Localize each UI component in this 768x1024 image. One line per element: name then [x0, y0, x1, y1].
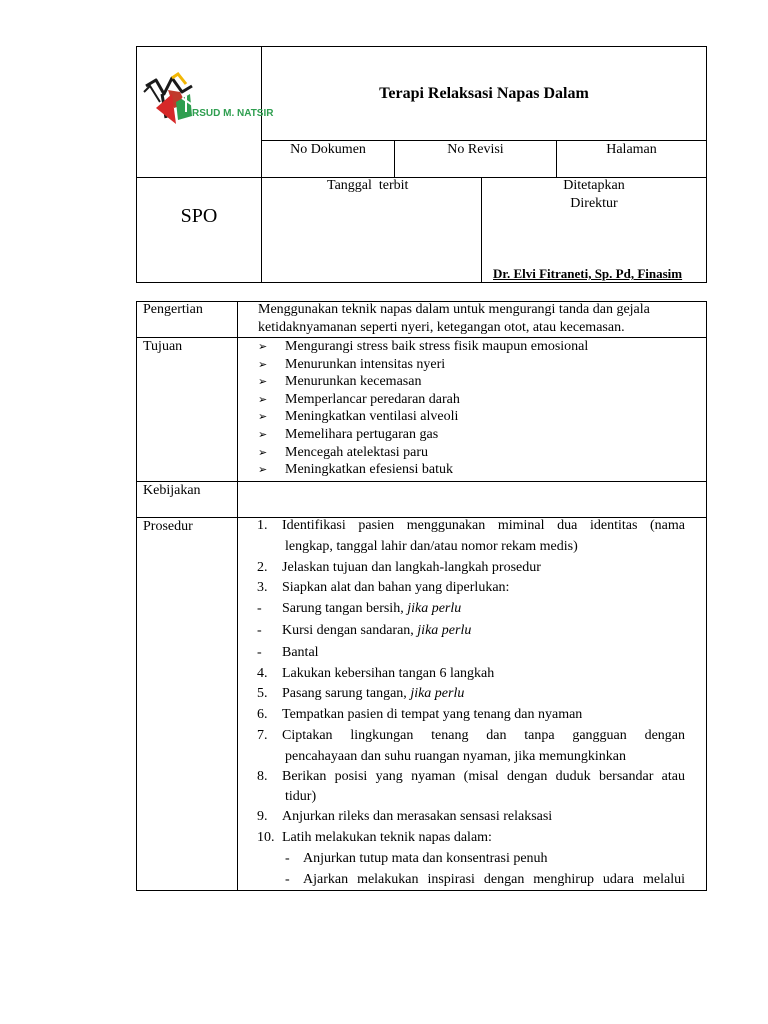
arrow-bullet-icon: ➢	[258, 428, 268, 441]
procedure-step: 1. Identifikasi pasien menggunakan miminal dua identitas (nama	[257, 518, 685, 533]
logo-text: RSUD M. NATSIR	[192, 108, 274, 119]
procedure-step: 8. Berikan posisi yang nyaman (misal dengan duduk bersandar atau	[257, 769, 685, 784]
equipment-item: - Sarung tangan bersih, jika perlu	[257, 601, 462, 616]
procedure-step: 2. Jelaskan tujuan dan langkah-langkah prosedur	[257, 560, 541, 575]
procedure-step: 7. Ciptakan lingkungan tenang dan tanpa gangguan dengan	[257, 728, 685, 743]
equipment-item: - Kursi dengan sandaran, jika perlu	[257, 623, 472, 638]
list-item: ➢ Memelihara pertugaran gas	[258, 427, 439, 442]
arrow-bullet-icon: ➢	[258, 375, 268, 389]
signatory-name: Dr. Elvi Fitraneti, Sp. Pd, Finasim	[493, 266, 683, 281]
halaman-label: Halaman	[606, 142, 657, 157]
hospital-logo-mark	[142, 72, 258, 142]
tujuan-label: Tujuan	[143, 339, 183, 354]
equipment-item: - Bantal	[257, 645, 319, 660]
procedure-substep: - Ajarkan melakukan inspirasi dengan menghirup udara melalui	[285, 872, 685, 887]
list-item: ➢ Meningkatkan efesiensi batuk	[258, 462, 453, 478]
pengertian-label: Pengertian	[143, 302, 203, 317]
procedure-step: 3. Siapkan alat dan bahan yang diperlukan:	[257, 580, 510, 595]
procedure-step: 9. Anjurkan rileks dan merasakan sensasi relaksasi	[257, 809, 553, 824]
pengertian-line-2: ketidaknyamanan seperti nyeri, ketegangan otot, atau kecemasan.	[258, 320, 625, 335]
arrow-bullet-icon: ➢	[258, 357, 268, 371]
direktur-label: Direktur	[570, 196, 618, 211]
hospital-logo	[142, 72, 274, 142]
pengertian-line-1: Menggunakan teknik napas dalam untuk mengurangi tanda dan gejala	[258, 302, 650, 317]
list-item: ➢ Mencegah atelektasi paru	[258, 444, 429, 460]
procedure-step-cont: tidur)	[285, 789, 317, 804]
document-title: Terapi Relaksasi Napas Dalam	[379, 85, 589, 102]
list-item: ➢ Menurunkan intensitas nyeri	[258, 356, 446, 372]
list-item: ➢ Mengurangi stress baik stress fisik maupun emosional	[258, 339, 589, 354]
procedure-step: 5. Pasang sarung tangan, jika perlu	[257, 686, 465, 701]
arrow-bullet-icon: ➢	[258, 340, 268, 353]
prosedur-label: Prosedur	[143, 519, 193, 534]
list-item: ➢ Meningkatkan ventilasi alveoli	[258, 409, 459, 425]
no-dokumen-label: No Dokumen	[290, 142, 366, 157]
tanggal-terbit-label: Tanggal terbit	[327, 178, 409, 193]
arrow-bullet-icon: ➢	[258, 445, 268, 459]
prosedur-list	[257, 518, 685, 890]
ditetapkan-label: Ditetapkan	[563, 178, 625, 193]
no-revisi-label: No Revisi	[447, 142, 504, 157]
procedure-step-cont: lengkap, tanggal lahir dan/atau nomor rekam medis)	[285, 539, 578, 554]
arrow-bullet-icon: ➢	[258, 410, 268, 424]
list-item: ➢ Menurunkan kecemasan	[258, 374, 422, 390]
procedure-step: 6. Tempatkan pasien di tempat yang tenang dan nyaman	[257, 707, 583, 722]
procedure-step-cont: pencahayaan dan suhu ruangan nyaman, jika memungkinkan	[285, 749, 626, 764]
spo-label: SPO	[180, 205, 218, 227]
arrow-bullet-icon: ➢	[258, 392, 268, 406]
arrow-bullet-icon: ➢	[258, 463, 268, 477]
kebijakan-label: Kebijakan	[143, 483, 201, 498]
procedure-step: 4. Lakukan kebersihan tangan 6 langkah	[257, 666, 495, 681]
list-item: ➢ Memperlancar peredaran darah	[258, 391, 460, 407]
procedure-step: 10. Latih melakukan teknik napas dalam:	[257, 830, 492, 845]
procedure-substep: - Anjurkan tutup mata dan konsentrasi penuh	[285, 851, 548, 866]
